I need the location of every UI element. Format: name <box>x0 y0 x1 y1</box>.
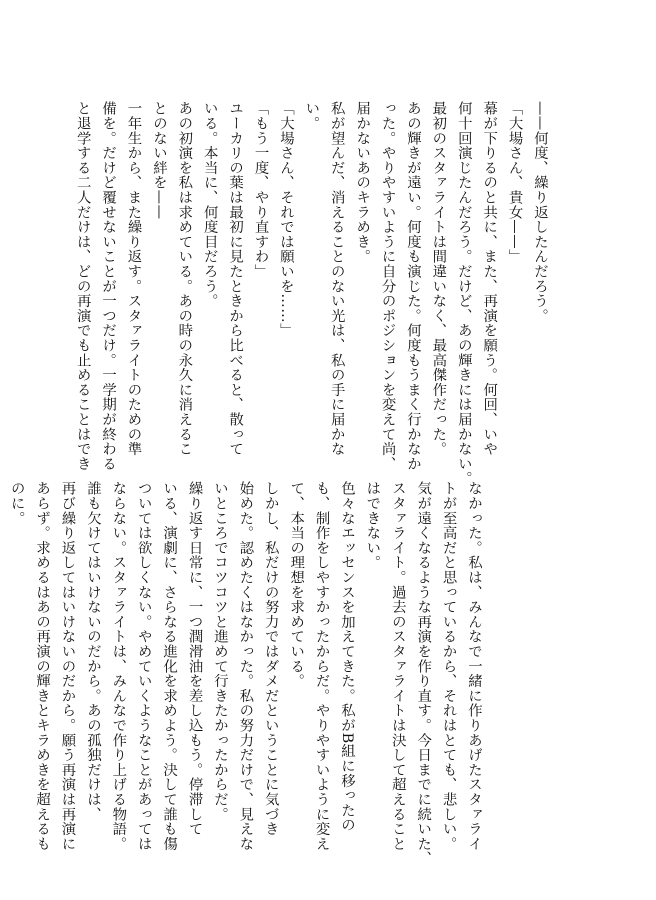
text-line: ついては欲しくない。やめていくようなことがあっては <box>135 481 152 851</box>
text-line: 私が望んだ、消えることのない光は、私の手に届かな <box>328 101 345 457</box>
text-line: のに。 <box>8 481 25 526</box>
text-line: 備を。だけど覆せないことが一つだけ。一学期が終わる <box>100 101 117 471</box>
text-line: 「もう一度、やり直すわ」 <box>252 101 269 279</box>
text-line: はできない。 <box>364 481 381 570</box>
text-line: 再び繰り返してはいけないのだから。願う再演は再演に <box>59 481 76 851</box>
text-line: いる、演劇に、さらなる進化を求めよう。決して誰も傷 <box>161 481 178 851</box>
text-line: 始めた。認めたくはなかった。私の努力だけで、見えな <box>237 481 254 851</box>
text-line: 誰も欠けてはいけないのだから。あの孤独だけは、 <box>84 481 101 822</box>
text-line: トが至高だと思っているから、それはとても、悲しい。 <box>440 481 457 851</box>
text-line: も、制作をしやすかったからだ。やりやすいように変え <box>313 481 330 851</box>
text-line: とのない絆を—— <box>150 101 167 220</box>
text-line: ならない。スタァライトは、みんなで作り上げる物語。 <box>110 481 127 851</box>
text-line: 「大場さん、それでは願いを……」 <box>277 101 294 338</box>
text-line: なかった。私は、みんなで一緒に作りあげたスタァライ <box>466 481 482 851</box>
text-line: と退学する二人だけは、どの再演でも止めることはでき <box>74 101 91 471</box>
text-line: 幕が下りるのと共に、また、再演を願う。何回、いや <box>481 101 498 457</box>
text-line: 繰り返す日常に、一つ潤滑油を差し込もう。停滞して <box>186 481 203 837</box>
text-line: あらず。求めるはあの再演の輝きとキラめきを超えるも <box>34 481 51 851</box>
lower-text-block <box>8 481 486 866</box>
text-line: い。 <box>303 101 320 131</box>
text-line: ユーカリの葉は最初に見たときから比べると、散って <box>227 101 244 457</box>
text-line: あの輝きが遠い。何度も演じた。何度もうまく行かなか <box>404 101 421 471</box>
text-line: 一年生から、また繰り返す。スタァライトのための準 <box>125 101 142 457</box>
text-line: 色々なエッセンスを加えてきた。私がB組に移ったの <box>338 481 355 833</box>
text-line: った。やりやすいように自分のポジションを変えて尚、 <box>379 101 396 471</box>
text-line: スタァライト。過去のスタァライトは決して超えること <box>389 481 406 851</box>
text-line: 気が遠くなるような再演を作り直す。今日までに続いた、 <box>415 481 432 866</box>
text-line: あの初演を私は求めている。あの時の永久に消えるこ <box>176 101 193 457</box>
text-line: て、本当の理想を求めている。 <box>288 481 305 689</box>
text-line: 最初のスタァライトは間違いなく、最高傑作だった。 <box>430 101 447 457</box>
upper-text-block <box>74 101 552 486</box>
text-line: 届かないあのキラめき。 <box>354 101 371 264</box>
text-line: 「大場さん、貴女——」 <box>506 101 523 264</box>
text-line: しかし、私だけの努力ではダメだということに気づき <box>262 481 279 837</box>
text-line: いる。本当に、何度目だろう。 <box>201 101 218 309</box>
text-line: いところでコツコツと進めて行きたかったからだ。 <box>211 481 228 822</box>
text-line: ——何度、繰り返したんだろう。 <box>532 101 548 323</box>
text-line: 何十回演じたんだろう。だけど、あの輝きには届かない。 <box>455 101 472 486</box>
